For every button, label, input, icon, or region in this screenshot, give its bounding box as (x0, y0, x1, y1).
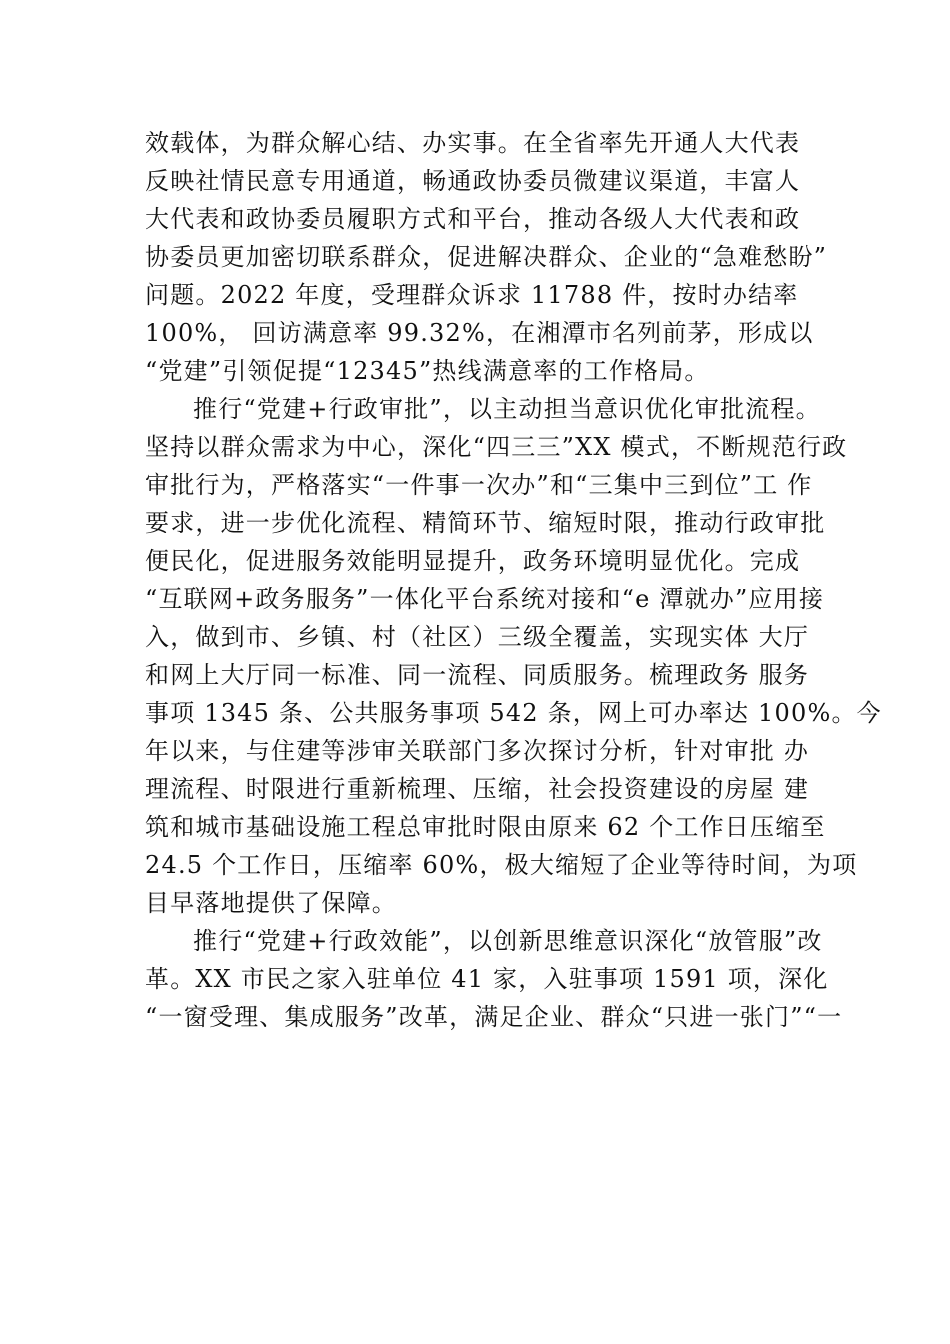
text-line: “党建”引领促提“12345”热线满意率的工作格局。 (145, 357, 710, 385)
text-line: 反映社情民意专用通道，畅通政协委员微建议渠道，丰富人 (145, 167, 801, 195)
text-line: 年以来，与住建等涉审关联部门多次探讨分析，针对审批 办 (145, 737, 810, 765)
text-line: “一窗受理、集成服务”改革，满足企业、群众“只进一张门”“一 (145, 1003, 843, 1031)
text-line: 目早落地提供了保障。 (145, 889, 397, 917)
text-line: 理流程、时限进行重新梳理、压缩，社会投资建设的房屋 建 (145, 775, 810, 803)
text-line: 事项 1345 条、公共服务事项 542 条，网上可办率达 100%。今 (145, 699, 882, 727)
text-line: 大代表和政协委员履职方式和平台，推动各级人大代表和政 (145, 205, 801, 233)
text-line: 坚持以群众需求为中心，深化“四三三”XX 模式，不断规范行政 (145, 433, 848, 461)
text-line: 筑和城市基础设施工程总审批时限由原来 62 个工作日压缩至 (145, 813, 826, 841)
text-line: 效载体，为群众解心结、办实事。在全省率先开通人大代表 (145, 129, 801, 157)
text-line: “互联网+政务服务”一体化平台系统对接和“e 潭就办”应用接 (145, 585, 825, 613)
text-line: 入，做到市、乡镇、村（社区）三级全覆盖，实现实体 大厅 (145, 623, 810, 651)
text-line: 100%， 回访满意率 99.32%，在湘潭市名列前茅，形成以 (145, 319, 814, 347)
text-line: 问题。2022 年度，受理群众诉求 11788 件，按时办结率 (145, 281, 799, 309)
text-line: 要求，进一步优化流程、精简环节、缩短时限，推动行政审批 (145, 509, 826, 537)
paragraph-first-line: 推行“党建+行政审批”，以主动担当意识优化审批流程。 (193, 395, 821, 423)
paragraph-first-line: 推行“党建+行政效能”，以创新思维意识深化“放管服”改 (193, 927, 823, 955)
text-line: 24.5 个工作日，压缩率 60%，极大缩短了企业等待时间，为项 (145, 851, 858, 879)
text-line: 审批行为，严格落实“一件事一次办”和“三集中三到位”工 作 (145, 471, 813, 499)
body-text (145, 124, 882, 1036)
text-line: 和网上大厅同一标准、同一流程、同质服务。梳理政务 服务 (145, 661, 810, 689)
text-line: 协委员更加密切联系群众，促进解决群众、企业的“急难愁盼” (145, 243, 828, 271)
text-line: 革。XX 市民之家入驻单位 41 家，入驻事项 1591 项，深化 (145, 965, 829, 993)
text-line: 便民化，促进服务效能明显提升，政务环境明显优化。完成 (145, 547, 801, 575)
